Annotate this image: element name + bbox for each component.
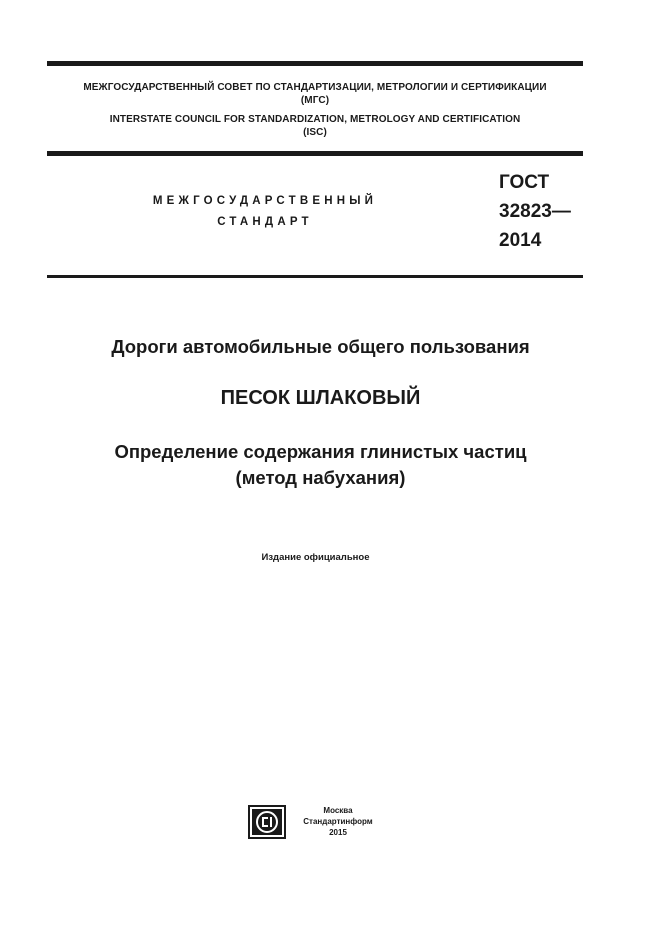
publisher-text — [298, 805, 378, 838]
top-rule — [47, 61, 583, 66]
standard-type-line2: СТАНДАРТ — [217, 216, 313, 228]
document-subtitle — [0, 439, 651, 491]
council-en — [47, 113, 583, 139]
middle-rule — [47, 151, 583, 156]
edition-note: Издание официальное — [261, 552, 370, 563]
standard-type — [110, 191, 420, 233]
publisher-year: 2015 — [329, 828, 347, 837]
bottom-rule — [47, 275, 583, 278]
designation-line2: 32823— — [499, 201, 571, 222]
standard-designation — [499, 168, 571, 255]
designation-line3: 2014 — [499, 230, 542, 251]
council-ru — [47, 81, 583, 107]
publisher-city: Москва — [323, 806, 353, 815]
council-ru-line1: МЕЖГОСУДАРСТВЕННЫЙ СОВЕТ ПО СТАНДАРТИЗАЦИИ, МЕТРОЛОГИИ И СЕРТИФИКАЦИИ — [83, 82, 547, 93]
document-road-title: Дороги автомобильные общего пользования — [111, 336, 530, 357]
council-en-line2: (ISC) — [303, 127, 327, 138]
council-en-line1: INTERSTATE COUNCIL FOR STANDARDIZATION, METROLOGY AND CERTIFICATION — [109, 114, 521, 125]
standard-type-line1: МЕЖГОСУДАРСТВЕННЫЙ — [152, 195, 378, 207]
document-main-title: ПЕСОК ШЛАКОВЫЙ — [220, 387, 421, 409]
publisher-name: Стандартинформ — [303, 817, 373, 826]
subtitle-line1: Определение содержания глинистых частиц — [114, 441, 527, 462]
subtitle-line2: (метод набухания) — [235, 467, 406, 488]
publisher-block — [248, 805, 388, 841]
council-ru-line2: (МГС) — [300, 95, 330, 106]
standartinform-logo-icon — [248, 805, 286, 839]
designation-line1: ГОСТ — [499, 172, 550, 193]
